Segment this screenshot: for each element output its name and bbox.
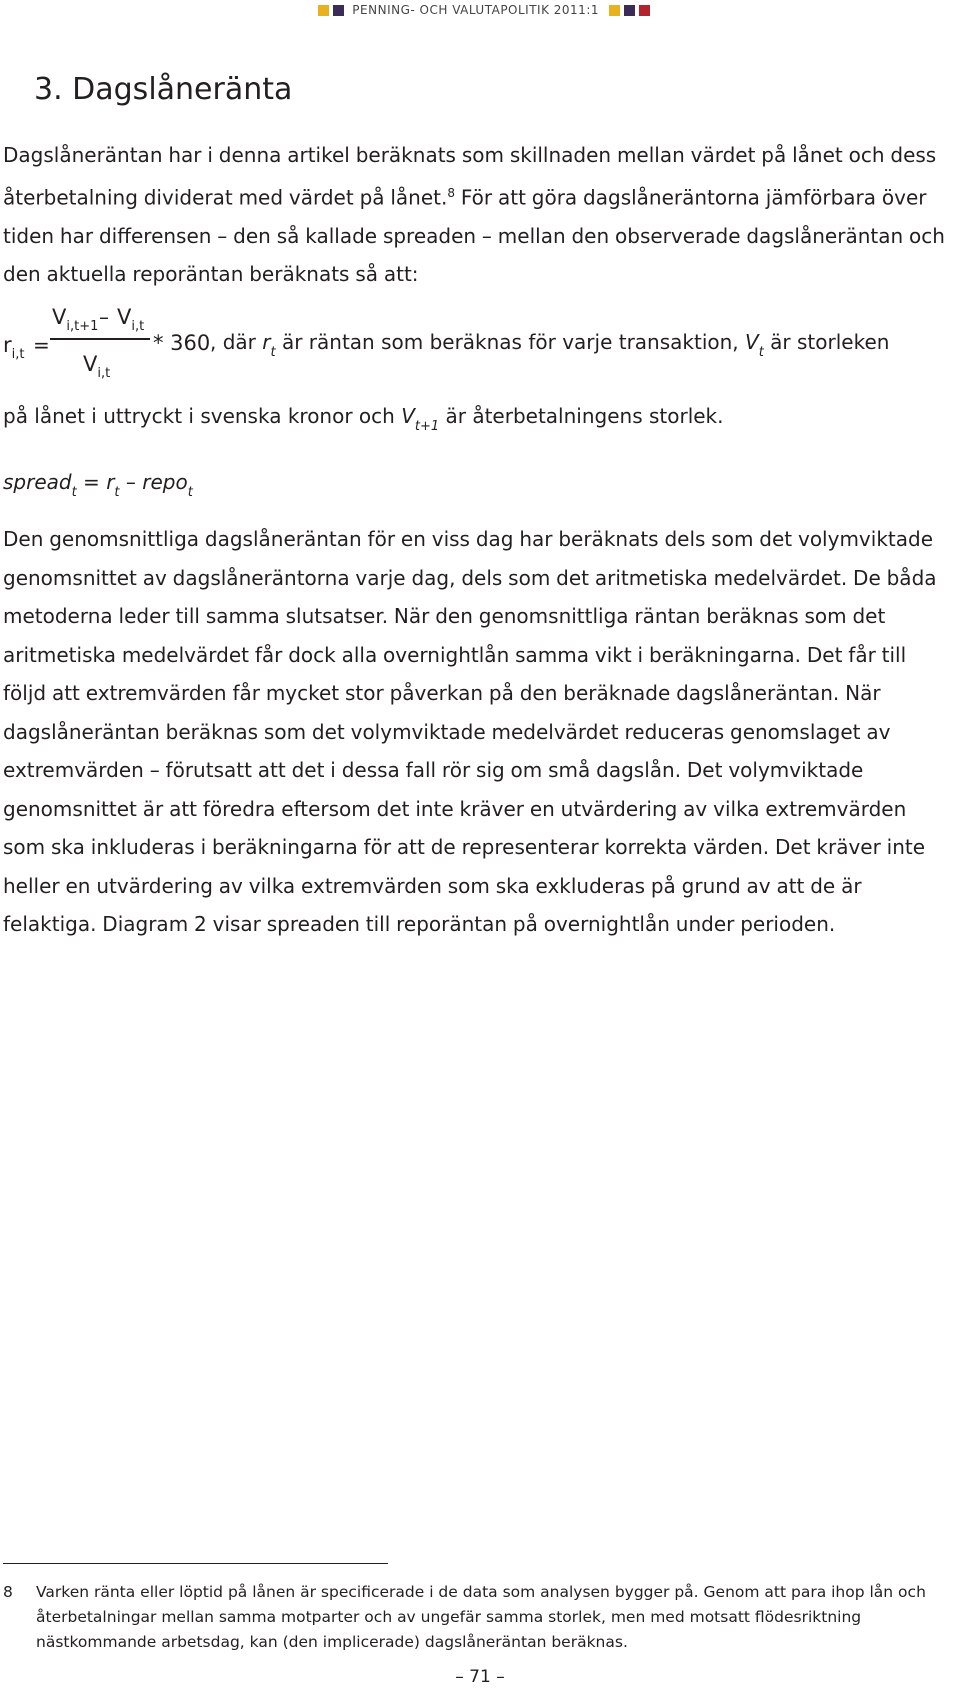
spread-formula: spread$_t$ = $r_t$ – repo$_t$ — [3, 470, 193, 500]
header-square-purple — [333, 5, 344, 16]
running-header — [318, 3, 650, 17]
formula-numerator-v1: $V_{i,t+1}$ — [52, 305, 99, 334]
footnote-reference[interactable]: 8 — [447, 186, 456, 200]
intro-text-b: För att göra dagslåneräntorna jämförbara över tiden har differensen – den så kallade spreaden – mellan den observerade dagslåneräntan och den aktuella reporäntan beräknats så att: — [3, 185, 945, 286]
formula-denominator: $V_{i,t}$ — [83, 352, 111, 381]
intro-text-a: Dagslåneräntan har i denna artikel beräknats som skillnaden mellan värdet på lånet och dess återbetalning dividerat med värdet på lånet. — [3, 143, 937, 210]
method-paragraph: Den genomsnittliga dagslåneräntan för en viss dag har beräknats dels som det volymviktade genomsnittet av dagslåneräntorna varje dag, dels som det aritmetiska medelvärdet. De båda metoderna leder till samma slutsatser. När den genomsnittliga räntan beräknas som det aritmetiska medelvärdet får dock alla overnightlån samma vikt i beräkningarna. Det får till följd att extremvärden får mycket stor påverkan på den beräknade dagslåneräntan. När dagslåneräntan beräknas som det volymviktade medelvärdet reduceras genomslaget av extremvärden – förutsatt att det i dessa fall rör sig om små dagslån. Det volymviktade genomsnittet är att föredra eftersom det inte kräver en utvärdering av vilka extremvärden som ska inkluderas i beräkningarna för att de representerar korrekta värden. Det kräver inte heller en utvärdering av vilka extremvärden som ska exkluderas på grund av att de är felaktiga. Diagram 2 visar spreaden till reporäntan på overnightlån under perioden. — [3, 527, 937, 936]
fraction-bar — [50, 338, 150, 340]
page-number: – 71 – — [455, 1667, 505, 1687]
footnote-number: 8 — [3, 1583, 13, 1601]
formula-continuation: på lånet i uttryckt i svenska kronor och $V_{t+1}$ är återbetalningens storlek. — [3, 404, 724, 434]
formula-times-360: * 360 — [153, 331, 211, 355]
formula-explanation: , där $r_t$ är räntan som beräknas för varje transaktion, $V_t$ är storleken — [210, 330, 890, 360]
header-text: PENNING- OCH VALUTAPOLITIK 2011:1 — [352, 3, 599, 17]
header-square-yellow-2 — [609, 5, 620, 16]
footnote-text: Varken ränta eller löptid på lånen är specificerade i de data som analysen bygger på. Genom att para ihop lån och återbetalningar mellan samma motparter och av ungefär samma storlek, men med motsatt flödesriktning nästkommande arbetsdag, kan (den implicerade) dagslåneräntan beräknas. — [36, 1583, 926, 1651]
formula-equals: = — [33, 333, 50, 357]
formula-numerator-v2: $V_{i,t}$ — [117, 305, 145, 334]
intro-paragraph — [3, 136, 948, 293]
header-square-purple-2 — [624, 5, 635, 16]
header-square-red — [639, 5, 650, 16]
formula-minus: – — [99, 305, 109, 329]
formula-r: $r_{i,t}$ — [3, 333, 25, 362]
header-square-yellow — [318, 5, 329, 16]
footnote — [3, 1580, 948, 1655]
footnote-divider — [3, 1563, 388, 1564]
section-heading: 3. Dagslåneränta — [34, 72, 293, 107]
